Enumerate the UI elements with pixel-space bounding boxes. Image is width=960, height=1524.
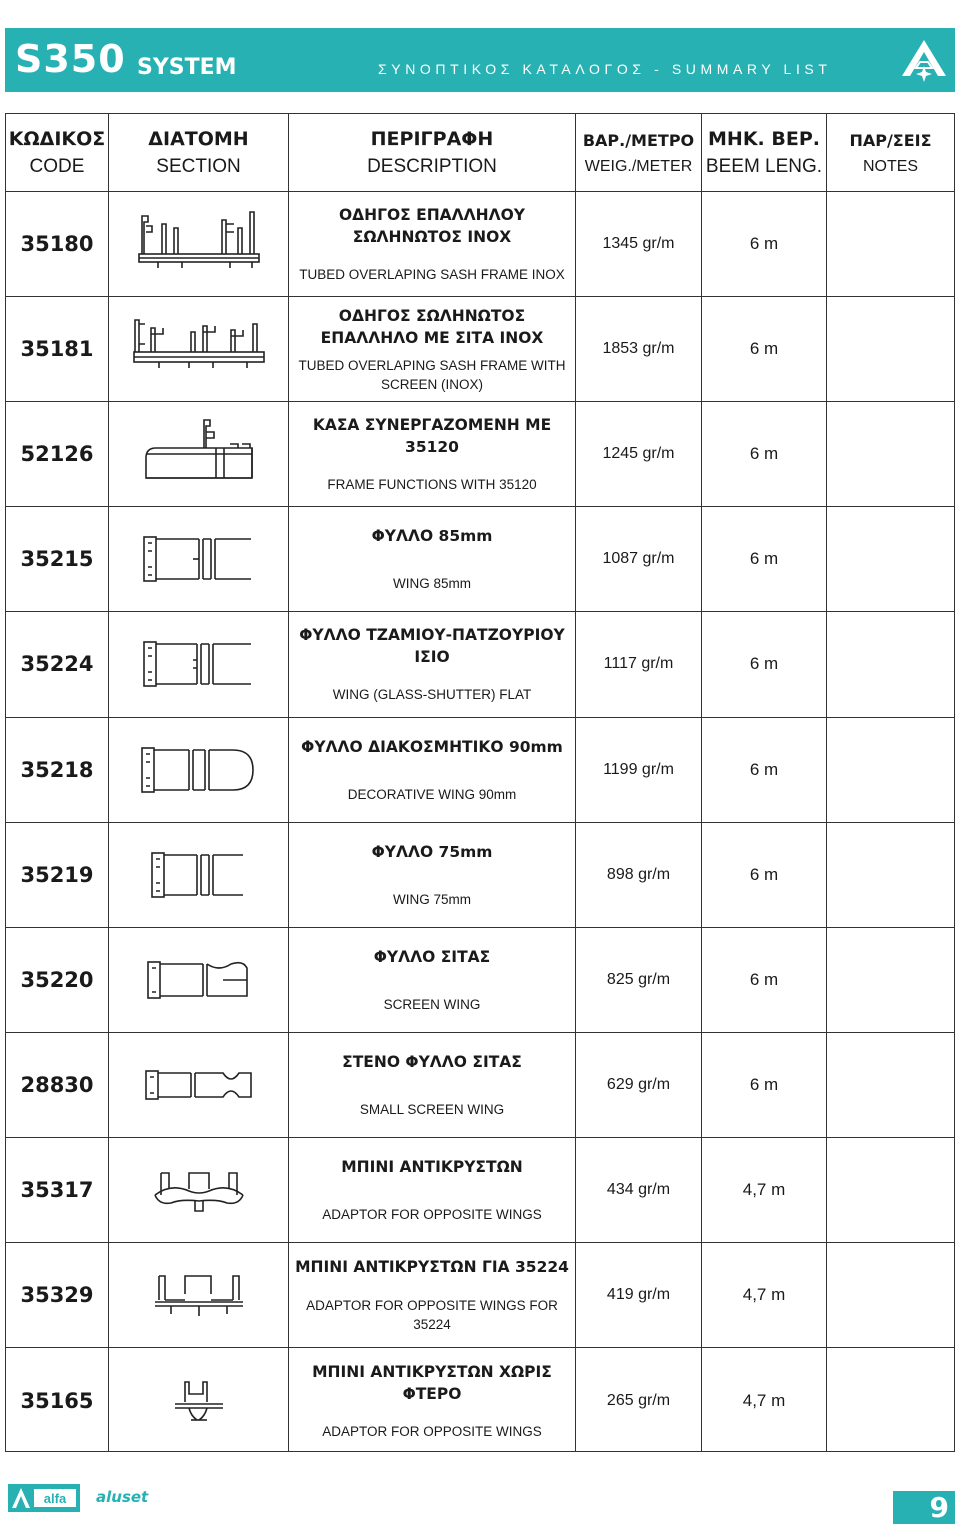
description-english: WING 75mm: [392, 892, 471, 908]
notes: [827, 402, 954, 506]
profile-section-drawing: [109, 823, 288, 927]
product-description: [289, 928, 575, 1032]
beem-length: 6 m: [749, 1075, 779, 1094]
table-row: [6, 192, 954, 296]
profile-section-drawing: [109, 928, 288, 1032]
profile-section-drawing: [109, 1243, 288, 1347]
notes: [827, 507, 954, 611]
catalog-subtitle: ΣΥΝΟΠΤΙΚΟΣ ΚΑΤΑΛΟΓΟΣ - SUMMARY LIST: [378, 61, 832, 77]
footer-brand: aluset: [96, 1488, 149, 1506]
description-greek: ΜΠΙΝΙ ΑΝΤΙΚΡΥΣΤΩΝ ΓΙΑ 35224: [295, 1258, 569, 1276]
alfa-logo: [8, 1484, 80, 1512]
notes: [827, 192, 954, 296]
product-description: [289, 1138, 575, 1242]
product-code: 35165: [20, 1388, 94, 1413]
profile-section-drawing: [109, 718, 288, 822]
page-number: 9: [893, 1491, 955, 1524]
notes: [827, 718, 954, 822]
header-bar: [5, 28, 955, 92]
description-english: ADAPTOR FOR OPPOSITE WINGS: [322, 1207, 542, 1223]
table-row: [6, 718, 954, 822]
product-description: [289, 823, 575, 927]
beem-length: 6 m: [749, 654, 779, 673]
notes: [827, 1033, 954, 1137]
product-description: [289, 297, 575, 401]
table-row: [6, 1033, 954, 1137]
product-code: 35218: [20, 758, 94, 782]
col-header-weight: ΒΑΡ./ΜΕΤΡΟ WEIG./METER: [582, 131, 695, 175]
description-greek: ΟΔΗΓΟΣ ΣΩΛΗΝΩΤΟΣ ΕΠΑΛΛΗΛΟ ΜΕ ΣΙΤΑ ΙΝΟΧ: [320, 306, 544, 347]
notes: [827, 297, 954, 401]
product-description: [289, 612, 575, 716]
product-code: 35329: [20, 1283, 94, 1307]
beem-length: 6 m: [749, 339, 779, 358]
profile-section-drawing: [109, 507, 288, 611]
table-row: [6, 928, 954, 1032]
table-row: [6, 1243, 954, 1347]
profile-section-drawing: [109, 612, 288, 716]
weight-per-meter: 629 gr/m: [606, 1076, 671, 1093]
product-code: 35224: [20, 652, 94, 676]
beem-length: 6 m: [749, 444, 779, 463]
description-english: WING 85mm: [392, 576, 471, 592]
description-greek: ΚΑΣΑ ΣΥΝΕΡΓΑΖΟΜΕΝΗ ΜΕ 35120: [312, 416, 552, 457]
product-code: 35181: [20, 337, 94, 361]
description-greek: ΦΥΛΛΟ ΤΖΑΜΙΟΥ-ΠΑΤΖΟΥΡΙΟΥ ΙΣΙΟ: [299, 626, 565, 667]
description-greek: ΦΥΛΛΟ 85mm: [371, 526, 493, 545]
profile-section-drawing: [109, 192, 288, 296]
product-code: 35317: [20, 1178, 94, 1202]
weight-per-meter: 1199 gr/m: [603, 761, 674, 778]
beem-length: 4,7 m: [742, 1285, 786, 1304]
product-code: 28830: [20, 1073, 94, 1097]
svg-text:alfa: alfa: [43, 1491, 67, 1506]
product-code: 35219: [20, 863, 94, 887]
notes: [827, 1348, 954, 1453]
system-code: S350: [15, 37, 126, 81]
weight-per-meter: 419 gr/m: [606, 1286, 671, 1303]
weight-per-meter: 265 gr/m: [606, 1391, 671, 1409]
profile-section-drawing: [109, 402, 288, 506]
weight-per-meter: 898 gr/m: [606, 866, 671, 883]
weight-per-meter: 1245 gr/m: [602, 445, 675, 462]
profile-section-drawing: [109, 1138, 288, 1242]
col-header-section: ΔΙΑΤΟΜΗ SECTION: [148, 128, 249, 177]
beem-length: 6 m: [749, 549, 779, 568]
description-greek: ΦΥΛΛΟ ΔΙΑΚΟΣΜΗΤΙΚΟ 90mm: [301, 737, 563, 756]
description-english: SMALL SCREEN WING: [359, 1102, 505, 1118]
notes: [827, 1138, 954, 1242]
product-description: [289, 402, 575, 506]
product-code: 35215: [20, 547, 94, 571]
description-greek: ΜΠΙΝΙ ΑΝΤΙΚΡΥΣΤΩΝ: [341, 1157, 523, 1176]
description-english: WING (GLASS-SHUTTER) FLAT: [332, 686, 532, 702]
product-code: 52126: [20, 442, 94, 466]
description-english: ADAPTOR FOR OPPOSITE WINGS: [322, 1423, 542, 1439]
col-header-beem: ΜΗΚ. ΒΕΡ. BEEM LENG.: [705, 128, 823, 177]
notes: [827, 928, 954, 1032]
weight-per-meter: 825 gr/m: [606, 971, 671, 988]
weight-per-meter: 1117 gr/m: [603, 655, 674, 672]
table-row: [6, 1348, 954, 1453]
description-english: ADAPTOR FOR OPPOSITE WINGS FOR 35224: [306, 1298, 558, 1332]
notes: [827, 1243, 954, 1347]
product-description: [289, 507, 575, 611]
description-english: DECORATIVE WING 90mm: [347, 787, 517, 803]
product-code: 35220: [20, 968, 94, 992]
weight-per-meter: 1087 gr/m: [602, 550, 675, 567]
description-english: SCREEN WING: [383, 997, 481, 1013]
profile-section-drawing: [109, 1033, 288, 1137]
table-row: [6, 612, 954, 716]
notes: [827, 612, 954, 716]
table-row: [6, 823, 954, 927]
table-row: [6, 402, 954, 506]
weight-per-meter: 1345 gr/m: [602, 235, 675, 252]
col-header-code: ΚΩΔΙΚΟΣ CODE: [8, 128, 106, 177]
beem-length: 6 m: [749, 760, 779, 779]
product-description: [289, 192, 575, 296]
col-header-description: ΠΕΡΙΓΡΑΦΗ DESCRIPTION: [367, 128, 497, 177]
description-english: FRAME FUNCTIONS WITH 35120: [327, 476, 537, 492]
product-description: [289, 1348, 575, 1453]
col-header-notes: ΠΑΡ/ΣΕΙΣ NOTES: [849, 131, 932, 175]
alfa-triangle-logo-icon: [898, 36, 950, 84]
table-row: [6, 1138, 954, 1242]
notes: [827, 823, 954, 927]
weight-per-meter: 434 gr/m: [606, 1181, 671, 1198]
summary-table: [5, 113, 955, 1452]
description-greek: ΟΔΗΓΟΣ ΕΠΑΛΛΗΛΟΥ ΣΩΛΗΝΩΤΟΣ ΙΝΟΧ: [338, 206, 526, 247]
description-english: TUBED OVERLAPING SASH FRAME INOX: [299, 266, 565, 282]
beem-length: 6 m: [749, 865, 779, 884]
beem-length: 6 m: [749, 234, 779, 253]
weight-per-meter: 1853 gr/m: [602, 340, 675, 357]
product-description: [289, 1243, 575, 1347]
product-code: 35180: [20, 232, 94, 256]
beem-length: 6 m: [749, 970, 779, 989]
beem-length: 4,7 m: [742, 1390, 786, 1410]
profile-section-drawing: [109, 1348, 288, 1453]
description-english: TUBED OVERLAPING SASH FRAME WITH SCREEN (INOX): [298, 357, 566, 392]
table-row: [6, 297, 954, 401]
product-description: [289, 1033, 575, 1137]
description-greek: ΦΥΛΛΟ 75mm: [371, 842, 493, 861]
beem-length: 4,7 m: [742, 1180, 786, 1199]
product-description: [289, 718, 575, 822]
profile-section-drawing: [109, 297, 288, 401]
table-row: [6, 507, 954, 611]
description-greek: ΣΤΕΝΟ ΦΥΛΛΟ ΣΙΤΑΣ: [342, 1052, 522, 1071]
description-greek: ΜΠΙΝΙ ΑΝΤΙΚΡΥΣΤΩΝ ΧΩΡΙΣ ΦΤΕΡΟ: [312, 1362, 552, 1403]
system-word: SYSTEM: [137, 55, 237, 80]
description-greek: ΦΥΛΛΟ ΣΙΤΑΣ: [373, 947, 491, 966]
